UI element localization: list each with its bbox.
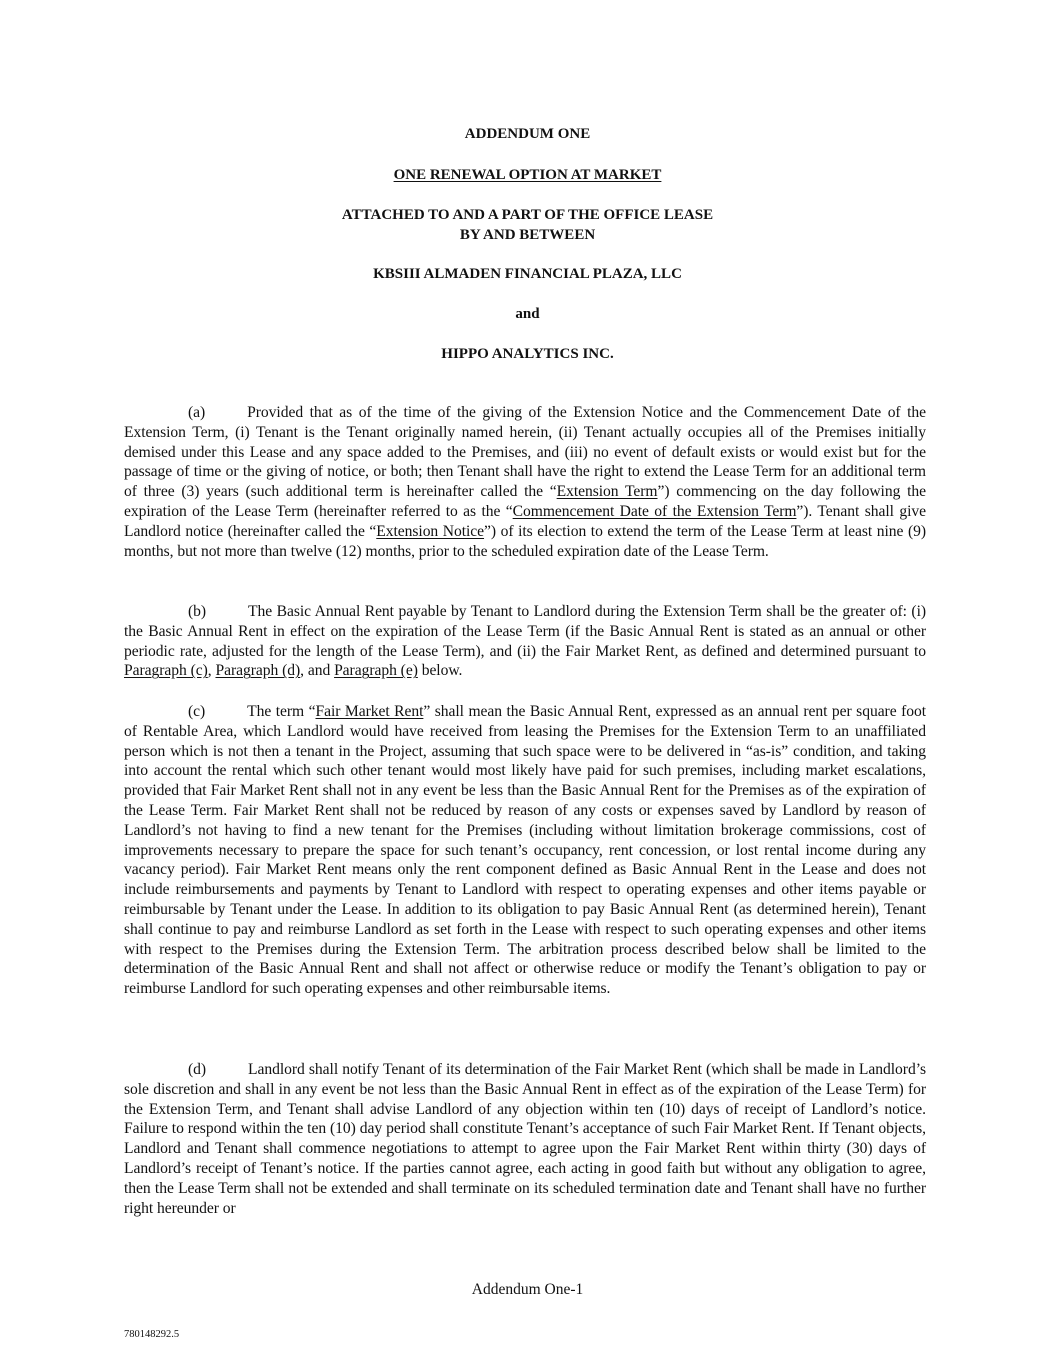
- addendum-subtitle-text: ONE RENEWAL OPTION AT MARKET: [393, 167, 662, 183]
- reference-paragraph-d: Paragraph (d): [215, 662, 301, 680]
- page-footer-label: Addendum One-1: [471, 1281, 584, 1298]
- paragraph-c-label: (c): [188, 703, 206, 720]
- document-id: 780148292.5: [124, 1329, 180, 1340]
- paragraph-a: [124, 403, 926, 561]
- paragraph-a-text-2: ”) commencing on the day following the expiration of the Lease Term (hereinafter referred to as the “: [124, 483, 927, 520]
- tenant-party: HIPPO ANALYTICS INC.: [441, 346, 614, 362]
- addendum-title: ADDENDUM ONE: [464, 126, 591, 142]
- landlord-party: KBSIII ALMADEN FINANCIAL PLAZA, LLC: [373, 266, 682, 282]
- defined-term-extension-notice: Extension Notice: [376, 522, 485, 540]
- addendum-subtitle: [0, 165, 1055, 185]
- paragraph-b-label: (b): [188, 603, 207, 620]
- paragraph-b-text-2: ,: [207, 662, 216, 680]
- defined-term-commencement-date: Commencement Date of the Extension Term: [512, 502, 797, 520]
- paragraph-b-text-4: below.: [417, 662, 463, 680]
- defined-term-extension-term: Extension Term: [556, 483, 658, 501]
- paragraph-c: [124, 702, 926, 999]
- paragraph-a-label: (a): [188, 404, 206, 421]
- paragraph-c-text-2: ” shall mean the Basic Annual Rent, expressed as an annual rent per square foot of Rentable Area, which Landlord would have received from leasing the Premises for the Extension Term to an unaffiliated person which is not then a tenant in the Project, assuming that such space were to be delivered in “as-is” condition, and taking into account the rental which such other tenant would most likely have paid for such premises, including market escalations, provided that Fair Market Rent shall not in any event be less than the Basic Annual Rent for the Premises as of the expiration of the Lease Term. Fair Market Rent shall not be reduced by reason of any costs or expenses saved by Landlord by reason of Landlord’s not having to find a new tenant for the Premises (including without limitation brokerage commissions, cost of improvements necessary to prepare the space for such tenant’s occupancy, rent concession, or lost rental income during any vacancy period). Fair Market Rent means only the rent component defined as Basic Annual Rent in the Lease and does not include reimbursements and payments by Tenant to Landlord with respect to operating expenses and other items payable or reimbursable by Tenant under the Lease. In addition to its obligation to pay Basic Annual Rent (as determined herein), Tenant shall continue to pay and reimburse Landlord as set forth in the Lease with respect to such operating expenses and other items with respect to the Premises during the Extension Term. The arbitration process described below shall be limited to the determination of the Basic Annual Rent and shall not affect or otherwise reduce or modify the Tenant’s obligation to pay or reimburse Landlord for such operating expenses and other reimbursable items.: [124, 703, 926, 998]
- attached-line-1: ATTACHED TO AND A PART OF THE OFFICE LEASE: [341, 207, 714, 223]
- paragraph-d: [124, 1060, 926, 1218]
- defined-term-fair-market-rent: Fair Market Rent: [315, 703, 424, 720]
- paragraph-a-text-4: ”) of its election to extend the term of the Lease Term at least nine (9) months, but not more than twelve (12) months, prior to the scheduled expiration date of the Lease Term.: [124, 522, 926, 560]
- paragraph-b: [124, 602, 926, 681]
- paragraph-a-text-1: Provided that as of the time of the giving of the Extension Notice and the Commencement Date of the Extension Term, (i) Tenant is the Tenant originally named herein, (ii) Tenant actually occupies all of the Premises initially demised under this Lease and any space added to the Premises, and (iii) no event of default exists or would exist but for the passage of time or the giving of notice, or both; then Tenant shall have the right to extend the Lease Term for an additional term of three (3) years (such additional term is hereinafter called the “: [124, 404, 926, 501]
- paragraph-b-text-3: , and: [300, 662, 335, 680]
- paragraph-b-text-1: The Basic Annual Rent payable by Tenant to Landlord during the Extension Term shall be the greater of: (i) the Basic Annual Rent in effect on the expiration of the Lease Term (if the Basic Annual Rent is stated as an annual or other periodic rate, adjusted for the length of the Lease Term), and (ii) the Fair Market Rent, as defined and determined pursuant to: [124, 603, 926, 660]
- paragraph-d-label: (d): [188, 1061, 207, 1078]
- and-connector: and: [515, 306, 540, 322]
- paragraph-c-text-1: The term “: [247, 703, 316, 720]
- paragraph-a-text-3: ”). Tenant shall give Landlord notice (hereinafter called the “: [124, 502, 926, 540]
- attached-line-2: BY AND BETWEEN: [459, 227, 596, 243]
- reference-paragraph-c: Paragraph (c): [124, 662, 208, 680]
- paragraph-d-text-1: Landlord shall notify Tenant of its determination of the Fair Market Rent (which shall be made in Landlord’s sole discretion and shall in any event be not less than the Basic Annual Rent in effect as of the expiration of the Lease Term) for the Extension Term, and Tenant shall advise Landlord of any objection within ten (10) days of receipt of Landlord’s notice. Failure to respond within the ten (10) day period shall constitute Tenant’s acceptance of such Fair Market Rent. If Tenant objects, Landlord and Tenant shall commence negotiations to attempt to agree upon the Fair Market Rent within thirty (30) days of Landlord’s receipt of Tenant’s notice. If the parties cannot agree, each acting in good faith but without any obligation to agree, then the Lease Term shall not be extended and shall terminate on its scheduled termination date and Tenant shall have no further right hereunder or: [124, 1061, 926, 1217]
- reference-paragraph-e: Paragraph (e): [334, 662, 418, 680]
